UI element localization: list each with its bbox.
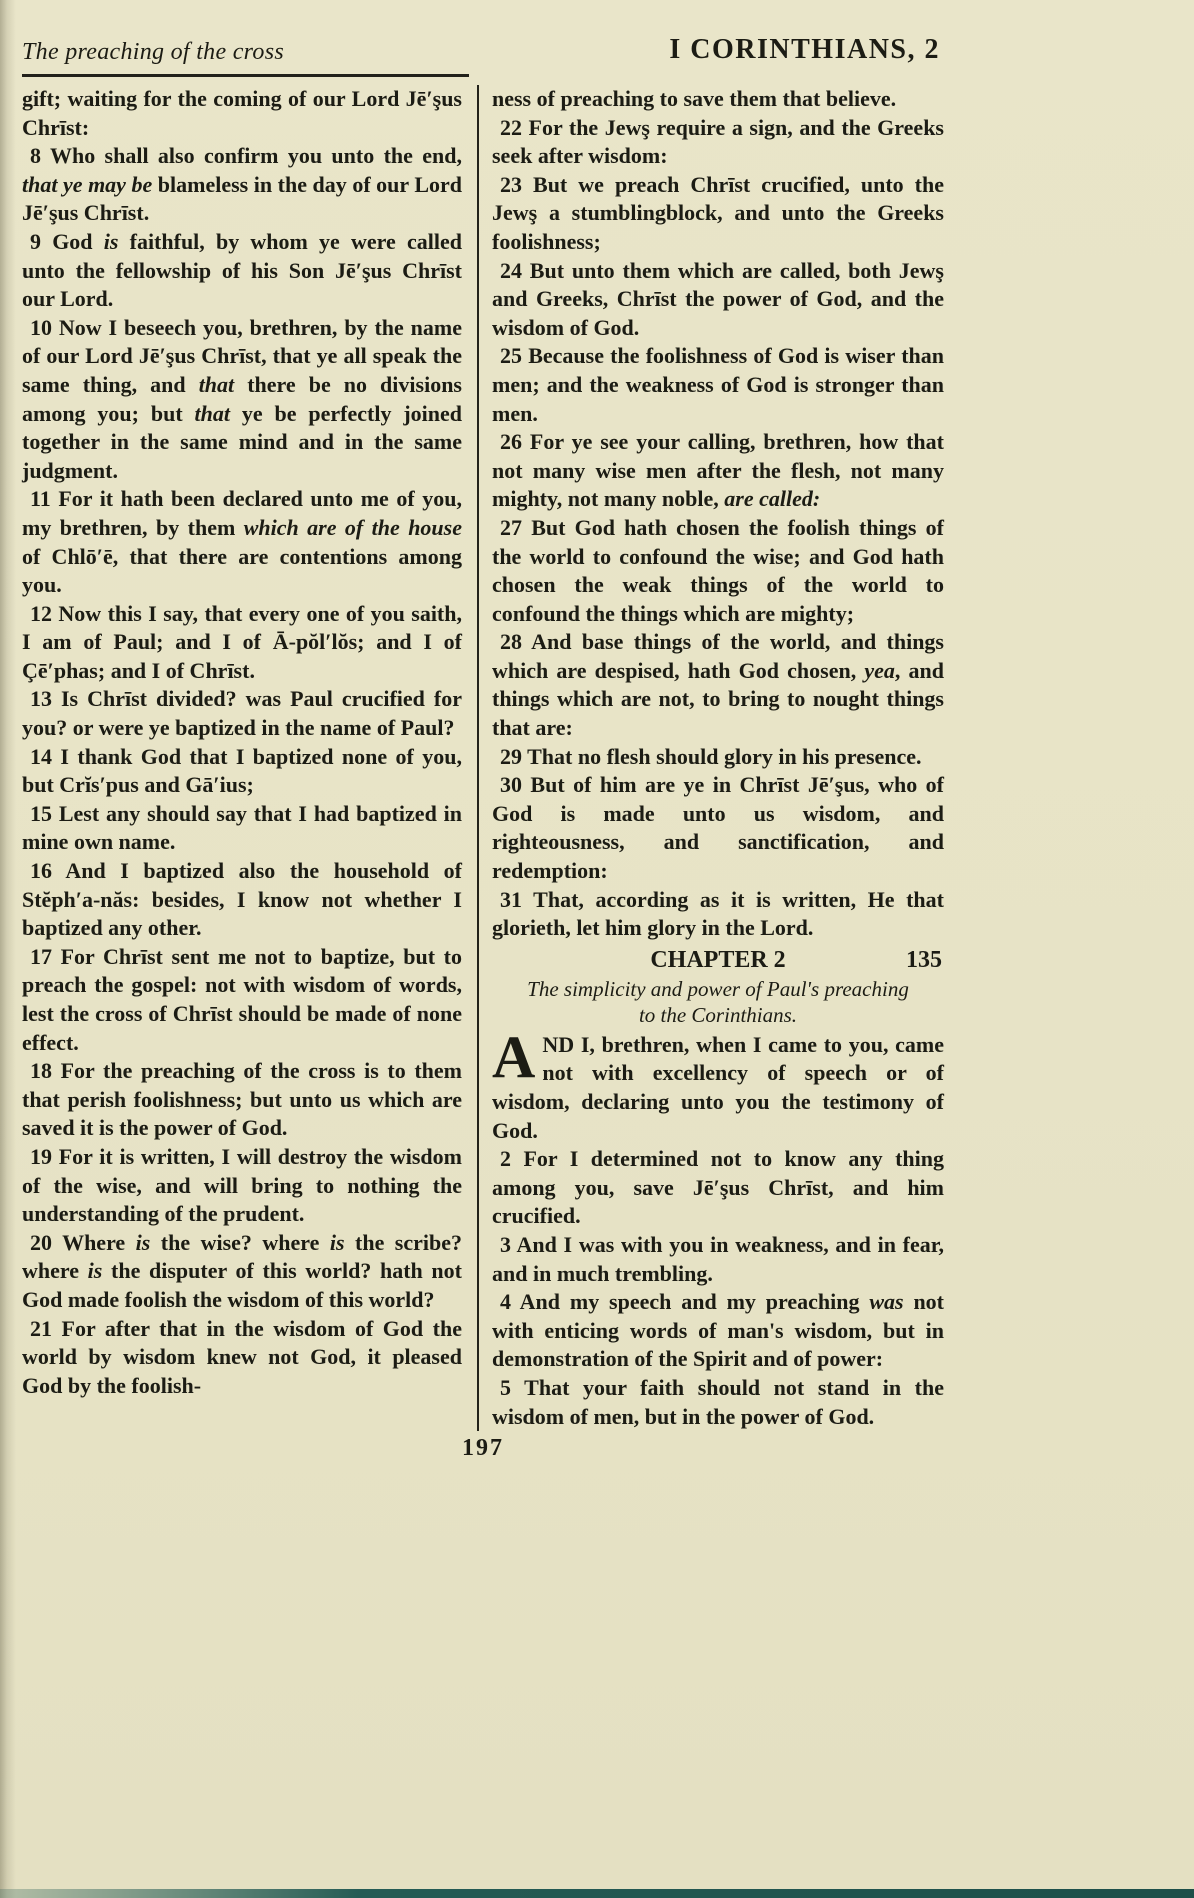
chapter-heading-label: CHAPTER 2: [650, 946, 786, 973]
verse-text: 17 For Chrīst sent me not to baptize, but to preach the gospel: not with wisdom of words, lest the cross of Chrīst should be made of none effect.: [22, 943, 462, 1055]
chapter-heading-ref: 135: [906, 946, 942, 973]
verse-text: 13 Is Chrīst divided? was Paul crucified for you? or were ye baptized in the name of Paul?: [22, 686, 462, 741]
verse-paragraph: [22, 800, 462, 857]
verse-text: 2 For I determined not to know any thing among you, save Jē′şus Chrīst, and him crucified.: [492, 1146, 944, 1229]
verse-text: 31 That, according as it is written, He that glorieth, let him glory in the Lord.: [492, 886, 944, 941]
column-divider: [477, 85, 479, 1431]
verse-text: ye be perfectly joined together in the same mind and in the same judgment.: [22, 400, 463, 483]
verse-text: there be no divisions among you; but: [22, 371, 462, 426]
verse-text: 18 For the preaching of the cross is to them that perish foolishness; but unto us which are saved it is the power of God.: [22, 1058, 462, 1141]
verse-paragraph: [22, 314, 462, 486]
verse-text: 28 And base things of the world, and things which are despised, hath God chosen,: [492, 629, 944, 683]
verse-text: 22 For the Jewş require a sign, and the Greeks seek after wisdom:: [492, 114, 944, 169]
verse-text: gift; waiting for the coming of our Lord Jē′şus Chrīst:: [22, 86, 462, 140]
verse-paragraph: [492, 743, 944, 772]
verse-paragraph: [492, 428, 944, 514]
verse-paragraph: [492, 1288, 944, 1374]
verse-text: 11 For it hath been declared unto me of you, my brethren, by them: [22, 486, 462, 540]
chapter-subtitle: The simplicity and power of Paul's preaching to the Corinthians.: [527, 976, 909, 1027]
verse-text: 25 Because the foolishness of God is wiser than men; and the weakness of God is stronger than men.: [492, 343, 944, 426]
verse-paragraph: [22, 142, 462, 228]
verse-paragraph: [492, 114, 944, 171]
verse-paragraph: [492, 171, 944, 257]
verse-text: 9 God: [30, 228, 104, 254]
chapter-heading: [492, 945, 944, 975]
verse-text: 16 And I baptized also the household of Stĕph′a-năs: besides, I know not whether I baptized any other.: [22, 858, 462, 941]
verse-text: ND I, brethren, when I came to you, came not with excellency of speech or of wisdom, declaring unto you the testimony of God.: [492, 1031, 944, 1143]
verse-text: 12 Now this I say, that every one of you saith, I am of Paul; and I of Ā-pŏl′lŏs; and I of Çē′phas; and I of Chrīst.: [22, 600, 462, 683]
verse-paragraph: [492, 85, 944, 114]
verse-text: 10 Now I beseech you, brethren, by the name of our Lord Jē′şus Chrīst, that ye all speak the same thing, and: [22, 314, 462, 397]
verse-paragraph: [492, 1145, 944, 1231]
verse-text: 30 But of him are ye in Chrīst Jē′şus, who of God is made unto us wisdom, and righteousness, and sanctification, and redemption:: [492, 772, 944, 884]
text-columns: [22, 85, 944, 1431]
verse-paragraph: [492, 342, 944, 428]
verse-paragraph: [492, 514, 944, 628]
drop-cap: A: [492, 1023, 536, 1090]
verse-text: ness of preaching to save them that believe.: [492, 86, 897, 111]
verse-text: 4 And my speech and my preaching: [500, 1289, 870, 1315]
verse-paragraph: [22, 943, 462, 1057]
verse-text-italic: was: [869, 1289, 904, 1315]
verse-paragraph: [22, 1057, 462, 1143]
verse-text: not with enticing words of man's wisdom, but in demonstration of the Spirit and of power:: [492, 1289, 944, 1372]
verse-text: 23 But we preach Chrīst crucified, unto the Jewş a stumblingblock, and unto the Greeks foolishness;: [492, 171, 944, 254]
header-rule: [22, 74, 469, 77]
page-header: [22, 34, 944, 66]
page-number: 197: [462, 1435, 504, 1462]
verse-paragraph: [22, 743, 462, 800]
verse-paragraph: [22, 1143, 462, 1229]
page-content: [22, 34, 944, 1462]
verse-text-italic: is: [87, 1258, 103, 1284]
verse-text: 8 Who shall also confirm you unto the end,: [30, 143, 462, 169]
verse-text: the scribe? where: [22, 1229, 462, 1284]
verse-text: 14 I thank God that I baptized none of you, but Crĭs′pus and Gā′ius;: [22, 743, 462, 798]
verse-text: the wise? where: [150, 1229, 330, 1255]
verse-text: 19 For it is written, I will destroy the wisdom of the wise, and will bring to nothing the understanding of the prudent.: [22, 1143, 462, 1227]
verse-paragraph: [492, 771, 944, 885]
running-head-right: I CORINTHIANS, 2: [669, 34, 940, 65]
verse-paragraph: [492, 1374, 944, 1431]
verse-text: blameless in the day of our Lord Jē′şus Chrīst.: [22, 171, 463, 226]
verse-paragraph: [22, 1315, 462, 1401]
verse-text-italic: is: [135, 1229, 151, 1255]
verse-paragraph: [492, 628, 944, 742]
verse-paragraph: [22, 1229, 462, 1315]
verse-paragraph: [22, 600, 462, 686]
verse-text-italic: that: [198, 371, 235, 397]
chapter-opening-paragraph: [492, 1023, 944, 1145]
verse-paragraph: [22, 685, 462, 742]
running-head-left: The preaching of the cross: [22, 39, 284, 65]
verse-text-italic: that ye may be: [22, 171, 153, 197]
verse-paragraph: [492, 1231, 944, 1288]
verse-paragraph: [22, 85, 462, 142]
verse-paragraph: [492, 257, 944, 343]
bottom-edge: [0, 1889, 1194, 1898]
verse-text: 3 And I was with you in weakness, and in fear, and in much trembling.: [492, 1231, 944, 1286]
verse-paragraph: [22, 228, 462, 314]
verse-text: the disputer of this world? hath not God made foolish the wisdom of this world?: [22, 1258, 462, 1312]
verse-text: faithful, by whom ye were called unto the fellowship of his Son Jē′şus Chrīst our Lord.: [22, 228, 462, 312]
verse-text: 24 But unto them which are called, both Jewş and Greeks, Chrīst the power of God, and the wisdom of God.: [492, 257, 944, 340]
verse-paragraph: [22, 485, 462, 599]
verse-text: , and things which are not, to bring to nought things that are:: [492, 657, 944, 741]
verse-text-italic: are called:: [724, 486, 821, 512]
left-column: [22, 85, 462, 1431]
verse-paragraph: [492, 886, 944, 943]
verse-text: 21 For after that in the wisdom of God the world by wisdom knew not God, it pleased God by the foolish-: [22, 1315, 462, 1398]
verse-text: 29 That no flesh should glory in his presence.: [500, 743, 922, 769]
verse-text-italic: that: [194, 400, 231, 426]
right-column: [492, 85, 944, 1431]
verse-text: 5 That your faith should not stand in the wisdom of men, but in the power of God.: [492, 1374, 944, 1429]
verse-text-italic: is: [103, 228, 119, 254]
verse-text: 27 But God hath chosen the foolish things of the world to confound the wise; and God hath chosen the weak things of the world to confound the things which are mighty;: [492, 514, 944, 626]
verse-text: 15 Lest any should say that I had baptized in mine own name.: [22, 800, 462, 855]
verse-paragraph: [22, 857, 462, 943]
verse-text: 20 Where: [30, 1229, 136, 1255]
verse-text: 26 For ye see your calling, brethren, how that not many wise men after the flesh, not many mighty, not many noble,: [492, 429, 944, 512]
verse-text-italic: is: [329, 1229, 345, 1255]
verse-text: of Chlō′ē, that there are contentions among you.: [22, 543, 462, 598]
verse-text-italic: yea: [864, 657, 895, 683]
verse-text-italic: which are of the house: [243, 514, 462, 540]
